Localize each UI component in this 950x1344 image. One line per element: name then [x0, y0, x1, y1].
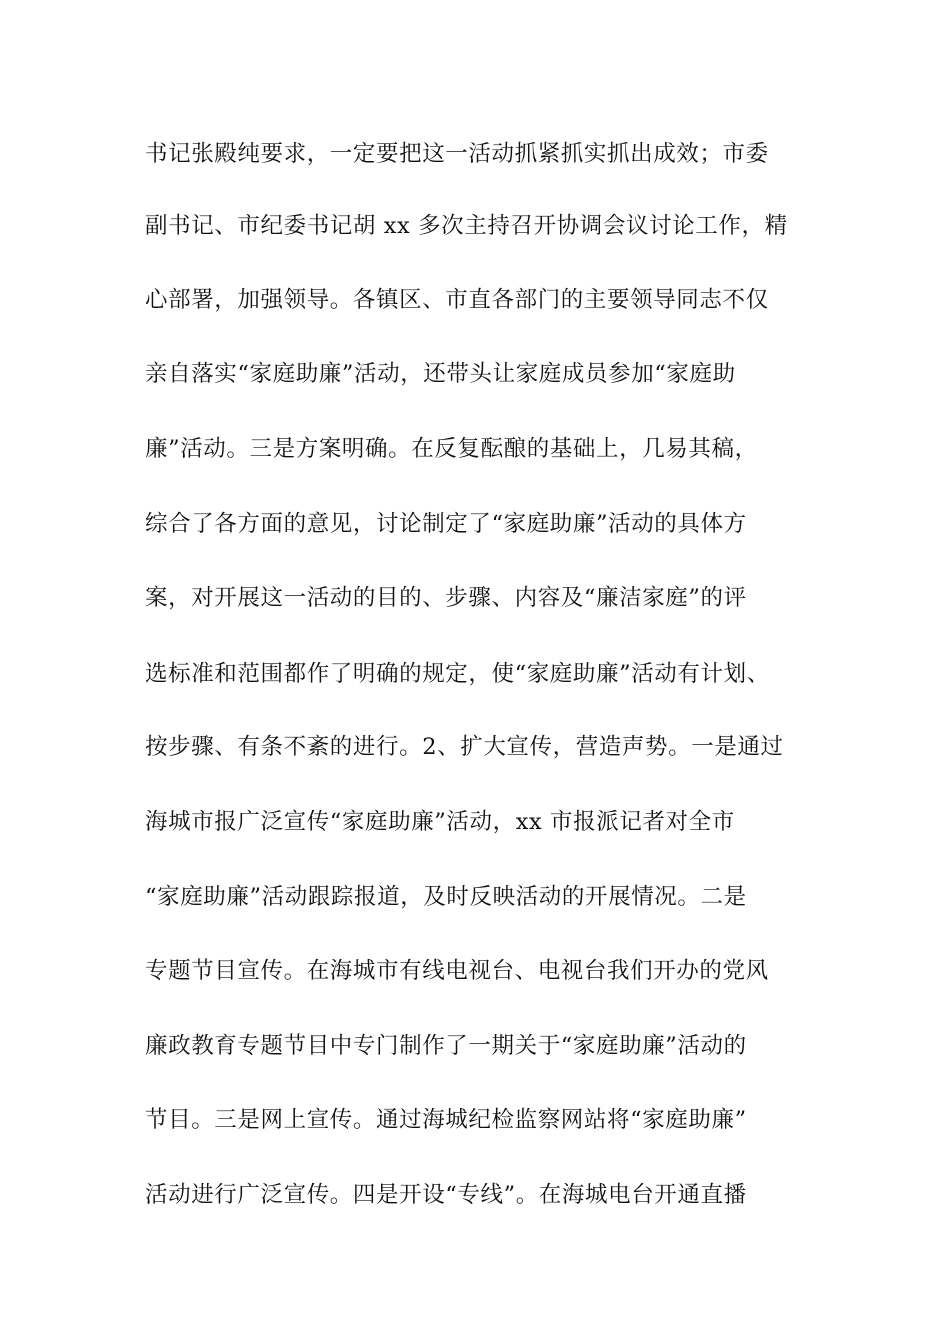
text-line: 专题节目宣传。在海城市有线电视台、电视台我们开办的党风 — [145, 958, 769, 984]
text-line: “家庭助廉”活动跟踪报道，及时反映活动的开展情况。二是 — [145, 884, 747, 910]
text-line: 廉”活动。三是方案明确。在反复酝酿的基础上，几易其稿， — [145, 436, 758, 462]
text-line: 选标准和范围都作了明确的规定，使“家庭助廉”活动有计划、 — [145, 661, 770, 687]
text-line: 心部署，加强领导。各镇区、市直各部门的主要领导同志不仅 — [145, 287, 769, 313]
text-line: 书记张殿纯要求，一定要把这一活动抓紧抓实抓出成效；市委 — [145, 141, 769, 167]
text-line: 活动进行广泛宣传。四是开设“专线”。在海城电台开通直播 — [145, 1182, 747, 1208]
text-line: 副书记、市纪委书记胡 xx 多次主持召开协调会议讨论工作，精 — [145, 213, 788, 239]
text-line: 廉政教育专题节目中专门制作了一期关于“家庭助廉”活动的 — [145, 1033, 747, 1059]
text-line: 节目。三是网上宣传。通过海城纪检监察网站将“家庭助廉” — [145, 1107, 747, 1133]
text-line: 亲自落实“家庭助廉”活动，还带头让家庭成员参加“家庭助 — [145, 361, 736, 387]
text-line: 按步骤、有条不紊的进行。2、扩大宣传，营造声势。一是通过 — [145, 734, 784, 760]
text-line: 案，对开展这一活动的目的、步骤、内容及“廉洁家庭”的评 — [145, 585, 747, 611]
text-line: 综合了各方面的意见，讨论制定了“家庭助廉”活动的具体方 — [145, 511, 747, 537]
text-line: 海城市报广泛宣传“家庭助廉”活动，xx 市报派记者对全市 — [145, 809, 735, 835]
